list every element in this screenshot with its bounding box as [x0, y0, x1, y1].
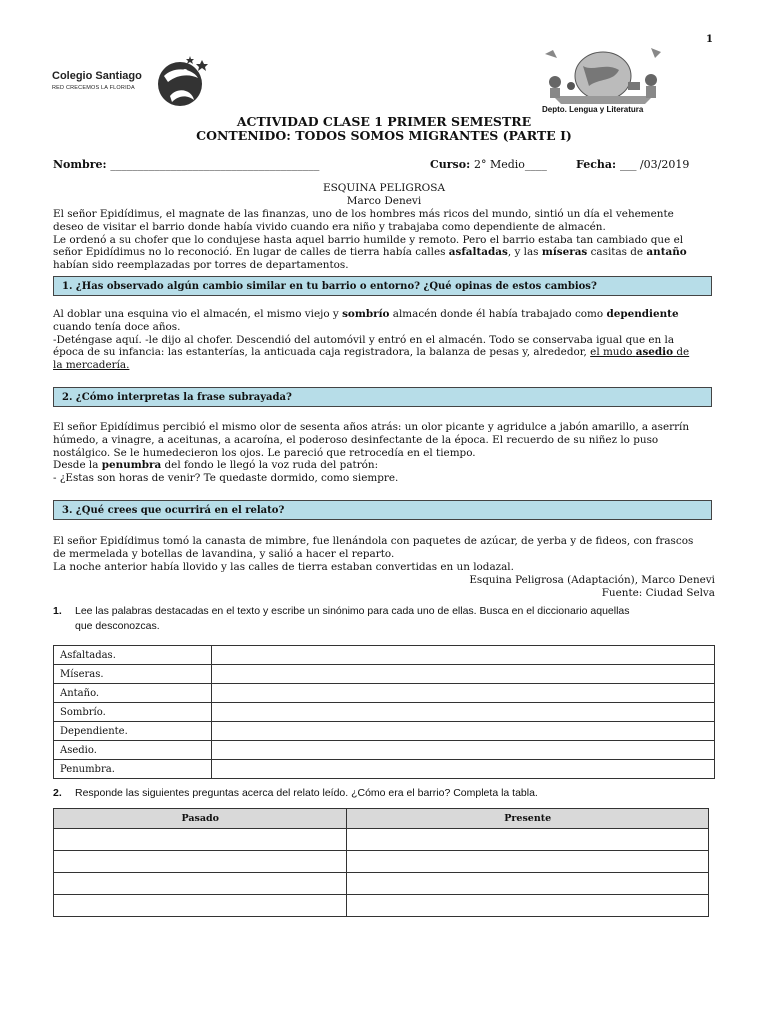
date-field[interactable]	[576, 158, 689, 171]
table-row	[54, 684, 715, 703]
highlight-word: asfaltadas	[448, 246, 508, 259]
text-line: cuando tenía doce años.	[53, 320, 181, 333]
table-row	[54, 722, 715, 741]
column-header-present: Presente	[347, 809, 709, 829]
text-line: de mermelada y botellas de lavandina, y salió a hacer el reparto.	[53, 547, 395, 560]
story-paragraph-2	[53, 308, 715, 372]
text-line: Le ordenó a su chofer que lo condujese hasta aquel barrio humilde y remoto. Pero el barrio estaba tan cambiado que el	[53, 233, 684, 246]
table-row	[54, 851, 709, 873]
present-cell[interactable]	[347, 895, 709, 917]
answer-cell[interactable]	[212, 646, 715, 665]
text-line: - ¿Estas son horas de venir? Te quedaste dormido, como siempre.	[53, 472, 399, 485]
activity-1-instructions	[53, 604, 715, 634]
text-line: Desde la penumbra del fondo le llegó la voz ruda del patrón:	[53, 459, 379, 472]
name-field[interactable]	[53, 158, 319, 171]
highlight-word: míseras	[541, 246, 588, 259]
table-row	[54, 873, 709, 895]
past-cell[interactable]	[54, 895, 347, 917]
table-header-row	[54, 809, 709, 829]
source-citation: Esquina Peligrosa (Adaptación), Marco Denevi	[469, 574, 715, 586]
word-cell: Penumbra.	[54, 760, 212, 779]
source-reference: Fuente: Ciudad Selva	[601, 587, 715, 599]
name-blank: ______________________________________	[110, 158, 320, 171]
instruction-line: Lee las palabras destacadas en el texto y escribe un sinónimo para cada uno de ellas. Busca en el diccionario aquellas	[75, 605, 630, 617]
text-line: -Deténgase aquí. -le dijo al chofer. Descendió del automóvil y entró en el almacén. Todo se conservaba igual que en la	[53, 333, 675, 346]
date-value: ___ /03/2019	[619, 158, 690, 171]
answer-cell[interactable]	[212, 722, 715, 741]
word-cell: Dependiente.	[54, 722, 212, 741]
word-cell: Asfaltadas.	[54, 646, 212, 665]
table-row	[54, 760, 715, 779]
content-title: CONTENIDO: TODOS SOMOS MIGRANTES (PARTE I)	[196, 128, 572, 143]
table-row	[54, 646, 715, 665]
past-cell[interactable]	[54, 829, 347, 851]
answer-cell[interactable]	[212, 665, 715, 684]
text-line: señor Epidídimus no lo reconoció. En lugar de calles de tierra había calles asfaltadas, y las míseras casitas de antaño	[53, 246, 687, 259]
instruction-line: Responde las siguientes preguntas acerca del relato leído. ¿Cómo era el barrio? Completa la tabla.	[75, 787, 538, 799]
page-number: 1	[706, 34, 713, 45]
answer-cell[interactable]	[212, 703, 715, 722]
school-name: Colegio Santiago	[52, 70, 142, 82]
department-illustration	[533, 42, 673, 106]
table-row	[54, 741, 715, 760]
table-row	[54, 703, 715, 722]
present-cell[interactable]	[347, 851, 709, 873]
answer-cell[interactable]	[212, 760, 715, 779]
highlight-word: sombrío	[342, 308, 390, 320]
story-paragraph-4	[53, 535, 715, 573]
story-author: Marco Denevi	[346, 195, 422, 207]
text-line: El señor Epidídimus tomó la canasta de mimbre, fue llenándola con paquetes de azúcar, de yerba y de fideos, con frascos	[53, 535, 694, 547]
course-label: Curso:	[430, 158, 471, 171]
question-box-3: 3. ¿Qué crees que ocurrirá en el relato?	[53, 500, 712, 520]
instruction-line: que desconozcas.	[75, 620, 160, 632]
present-cell[interactable]	[347, 829, 709, 851]
text-line: húmedo, a vinagre, a aceitunas, a acaroína, el poderoso desinfectante de la época. El recuerdo de su niñez lo puso	[53, 433, 659, 446]
present-cell[interactable]	[347, 873, 709, 895]
school-tagline: RED CRECEMOS LA FLORIDA	[52, 85, 135, 91]
underlined-phrase: la mercadería.	[53, 359, 130, 372]
highlight-word: antaño	[646, 246, 687, 259]
activity-number: 1.	[53, 605, 62, 617]
department-label: Depto. Lengua y Literatura	[542, 105, 644, 114]
word-cell: Asedio.	[54, 741, 212, 760]
answer-cell[interactable]	[212, 684, 715, 703]
word-cell: Míseras.	[54, 665, 212, 684]
highlight-word: penumbra	[101, 459, 162, 472]
story-title: ESQUINA PELIGROSA	[322, 182, 446, 194]
text-line: época de su infancia: las estanterías, la anticuada caja registradora, la balanza de pesas y, alrededor, el mudo asedio de	[53, 346, 690, 359]
course-value: 2° Medio____	[473, 158, 547, 171]
table-row	[54, 895, 709, 917]
question-box-2: 2. ¿Cómo interpretas la frase subrayada?	[53, 387, 712, 407]
column-header-past: Pasado	[54, 809, 347, 829]
date-label: Fecha:	[576, 158, 617, 171]
story-paragraph-3	[53, 421, 715, 485]
activity-number: 2.	[53, 787, 62, 799]
underlined-phrase: el mudo asedio de	[590, 346, 690, 359]
activity-2-instructions	[53, 786, 715, 801]
table-row	[54, 665, 715, 684]
question-box-1: 1. ¿Has observado algún cambio similar en tu barrio o entorno? ¿Qué opinas de estos cambios?	[53, 276, 712, 296]
text-line: La noche anterior había llovido y las calles de tierra estaban convertidas en un lodazal.	[53, 560, 514, 573]
text-line: deseo de visitar el barrio donde había vivido cuando era niño y trabajaba como dependiente de almacén.	[53, 220, 606, 233]
text-line: habían sido reemplazadas por torres de departamentos.	[53, 259, 349, 272]
comparison-table	[53, 808, 709, 917]
text-line: Al doblar una esquina vio el almacén, el mismo viejo y sombrío almacén donde él había trabajado como dependiente	[53, 308, 679, 320]
word-cell: Sombrío.	[54, 703, 212, 722]
text-line: nostálgico. Se le humedecieron los ojos. Le pareció que retrocedía en el tiempo.	[53, 446, 476, 459]
highlight-word: dependiente	[606, 308, 679, 320]
word-cell: Antaño.	[54, 684, 212, 703]
story-paragraph-1	[53, 208, 715, 272]
past-cell[interactable]	[54, 851, 347, 873]
past-cell[interactable]	[54, 873, 347, 895]
activity-title: ACTIVIDAD CLASE 1 PRIMER SEMESTRE	[236, 114, 532, 129]
text-line	[53, 359, 715, 372]
course-field[interactable]	[430, 158, 547, 171]
answer-cell[interactable]	[212, 741, 715, 760]
name-label: Nombre:	[53, 158, 107, 171]
text-line: El señor Epidídimus percibió el mismo olor de sesenta años atrás: un olor picante y agridulce a jabón amarillo, a aserrín	[53, 421, 690, 433]
synonym-table	[53, 645, 715, 779]
table-row	[54, 829, 709, 851]
text-line: El señor Epidídimus, el magnate de las finanzas, uno de los hombres más ricos del mundo, sintió un día el vehemente	[53, 208, 674, 220]
